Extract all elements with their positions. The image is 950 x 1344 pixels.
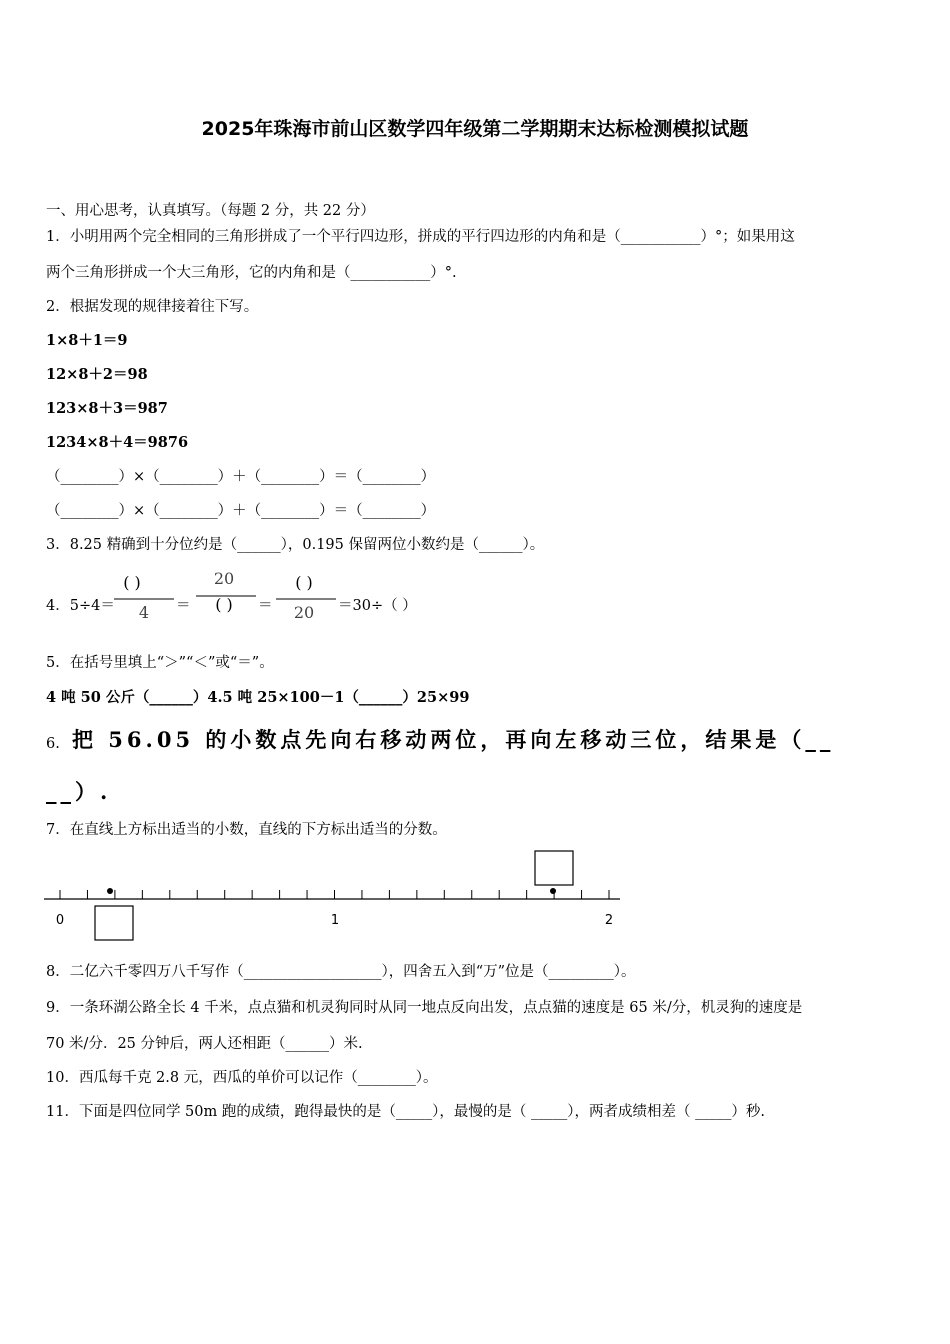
q4-prefix: 4．5÷4＝ (46, 598, 115, 614)
q4-frac2-den: ( ) (215, 595, 233, 614)
section-heading: 一、用心思考，认真填写。（每题 2 分，共 22 分） (46, 203, 375, 219)
q4-frac3-den: 20 (293, 603, 315, 622)
q4-eq1: ＝ (176, 598, 191, 614)
q9-line2: 70 米/分．25 分钟后，两人还相距（______）米. (46, 1036, 363, 1052)
q4-suffix: ＝30÷（ ） (338, 598, 417, 614)
q11: 11．下面是四位同学 50m 跑的成绩，跑得最快的是（_____），最慢的是（ _____），两者成绩相差（ _____）秒. (46, 1104, 765, 1120)
q2-blank-row2[interactable]: （________）×（________）＋（________）＝（________） (46, 503, 436, 519)
tick-label-0: 0 (55, 913, 65, 928)
q6-line1: 把 56.05 的小数点先向右移动两位，再向左移动三位，结果是（__ (72, 727, 835, 752)
q2-intro: 2．根据发现的规律接着往下写。 (46, 299, 259, 315)
q4-frac3-num: ( ) (295, 573, 313, 592)
q4-eq2: ＝ (258, 598, 273, 614)
q2-eq4: 1234×8＋4＝9876 (46, 434, 189, 451)
page-title: 2025年珠海市前山区数学四年级第二学期期末达标检测模拟试题 (201, 118, 749, 140)
answer-box-bottom[interactable] (95, 906, 133, 940)
q4-frac1-num: ( ) (123, 573, 141, 592)
q6-number: 6. (46, 736, 60, 752)
q10: 10．西瓜每千克 2.8 元，西瓜的单价可以记作（________）。 (46, 1070, 438, 1086)
q1-line1: 1．小明用两个完全相同的三角形拼成了一个平行四边形，拼成的平行四边形的内角和是（___________）°；如果用这 (46, 229, 795, 245)
q3: 3．8.25 精确到十分位约是（______），0.195 保留两位小数约是（______）。 (46, 537, 545, 553)
q6-line2: __）. (46, 779, 112, 804)
q7-intro: 7．在直线上方标出适当的小数，直线的下方标出适当的分数。 (46, 822, 447, 838)
point-b-dot (550, 888, 556, 894)
q2-eq2: 12×8＋2＝98 (46, 366, 148, 383)
point-a-dot (107, 888, 113, 894)
q9-line1: 9．一条环湖公路全长 4 千米，点点猫和机灵狗同时从同一地点反向出发，点点猫的速度是 65 米/分，机灵狗的速度是 (46, 1000, 803, 1016)
answer-box-top[interactable] (535, 851, 573, 885)
number-line (40, 846, 640, 950)
q5-intro: 5．在括号里填上“＞”“＜”或“＝”。 (46, 655, 274, 671)
q2-eq1: 1×8＋1＝9 (46, 332, 128, 349)
tick-label-1: 1 (330, 913, 340, 928)
q1-line2: 两个三角形拼成一个大三角形，它的内角和是（___________）°. (46, 265, 457, 281)
q5-items: 4 吨 50 公斤（______）4.5 吨 25×100－1（______）25×99 (46, 689, 470, 706)
q2-eq3: 123×8＋3＝987 (46, 400, 168, 417)
q4-frac1-den: 4 (138, 603, 150, 622)
q8: 8．二亿六千零四万八千写作（___________________），四舍五入到“万”位是（_________）。 (46, 964, 636, 980)
q2-blank-row1[interactable]: （________）×（________）＋（________）＝（________） (46, 469, 436, 485)
tick-label-2: 2 (604, 913, 614, 928)
q4-frac2-num: 20 (213, 569, 235, 588)
